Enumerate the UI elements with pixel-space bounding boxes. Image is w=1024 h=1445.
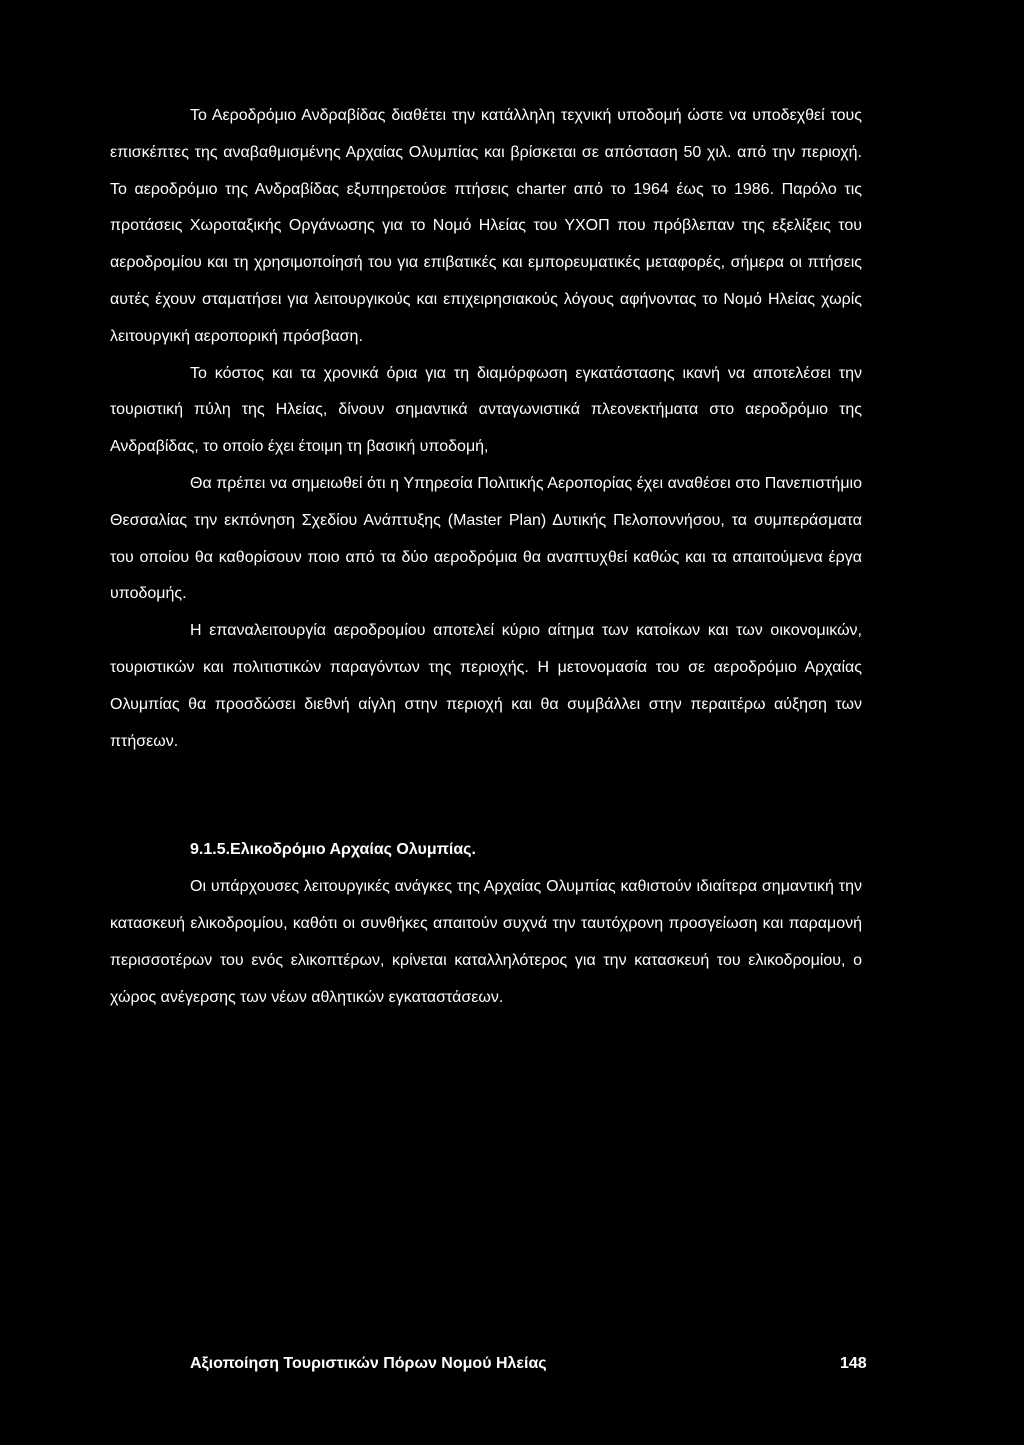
section-heading-heliport: 9.1.5.Ελικοδρόμιο Αρχαίας Ολυμπίας. — [190, 841, 476, 859]
paragraph-cost-advantages: Το κόστος και τα χρονικά όρια για τη διαμόρφωση εγκατάστασης ικανή να αποτελέσει την τουριστική πύλη της Ηλείας, δίνουν σημαντικά ανταγωνιστικά πλεονεκτήματα στο αεροδρόμιο της Ανδραβίδας, το οποίο έχει έτοιμη τη βασική υποδομή, — [110, 364, 862, 456]
paragraph-master-plan: Θα πρέπει να σημειωθεί ότι η Υπηρεσία Πολιτικής Αεροπορίας έχει αναθέσει στο Πανεπιστήμιο Θεσσαλίας την εκπόνηση Σχεδίου Ανάπτυξης (Master Plan) Δυτικής Πελοποννήσου, τα συμπεράσματα του οποίου θα καθορίσουν ποιο από τα δύο αεροδρόμια θα αναπτυχθεί καθώς και τα απαιτούμενα έργα υποδομής. — [110, 474, 862, 603]
footer-title: Αξιοποίηση Τουριστικών Πόρων Νομού Ηλείας — [190, 1355, 547, 1372]
page-footer — [0, 1355, 1024, 1379]
document-page — [110, 98, 862, 1016]
paragraph-airport-andravida: Το Αεροδρόμιο Ανδραβίδας διαθέτει την κατάλληλη τεχνική υποδομή ώστε να υποδεχθεί τους επισκέπτες της αναβαθμισμένης Αρχαίας Ολυμπίας και βρίσκεται σε απόσταση 50 χιλ. από την περιοχή. Το αεροδρόμιο της Ανδραβίδας εξυπηρετούσε πτήσεις charter από το 1964 έως το 1986. Παρόλο τις προτάσεις Χωροταξικής Οργάνωσης για το Νομό Ηλείας του ΥΧΟΠ που πρόβλεπαν της εξελίξεις του αεροδρομίου και τη χρησιμοποίησή του για επιβατικές και εμπορευματικές μεταφορές, σήμερα οι πτήσεις αυτές έχουν σταματήσει για λειτουργικούς και επιχειρησιακούς λόγους αφήνοντας το Νομό Ηλείας χωρίς λειτουργική αεροπορική πρόσβαση. — [110, 107, 862, 345]
page-number: 148 — [840, 1355, 867, 1372]
paragraph-heliport: Οι υπάρχουσες λειτουργικές ανάγκες της Αρχαίας Ολυμπίας καθιστούν ιδιαίτερα σημαντική την κατασκευή ελικοδρομίου, καθότι οι συνθήκες απαιτούν συχνά την ταυτόχρονη προσγείωση και παραμονή περισσοτέρων του ενός ελικοπτέρων, κρίνεται καταλληλότερος για την κατασκευή του ελικοδρομίου, ο χώρος ανέγερσης των νέων αθλητικών εγκαταστάσεων. — [110, 878, 862, 1006]
paragraph-reopening: Η επαναλειτουργία αεροδρομίου αποτελεί κύριο αίτημα των κατοίκων και των οικονομικών, τουριστικών και πολιτιστικών παραγόντων της περιοχής. Η μετονομασία του σε αεροδρόμιο Αρχαίας Ολυμπίας θα προσδώσει διεθνή αίγλη στην περιοχή και θα συμβάλλει στην περαιτέρω αύξηση των πτήσεων. — [110, 622, 862, 750]
